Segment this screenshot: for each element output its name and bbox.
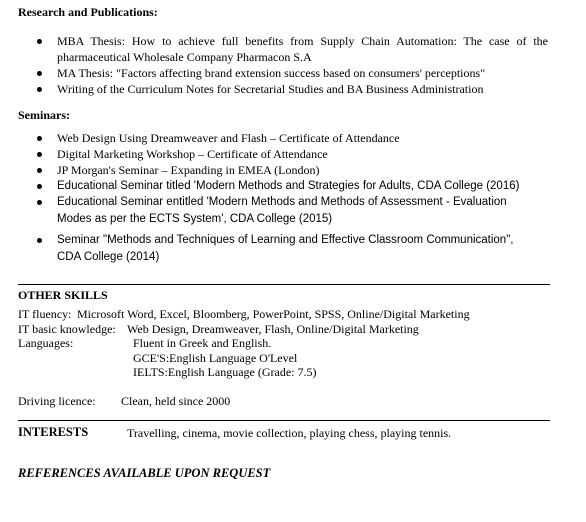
seminar-item-jp-morgan: JP Morgan's Seminar – Expanding in EMEA (London) [57, 163, 320, 177]
section-divider [18, 420, 550, 421]
it-fluency-label: IT fluency: [18, 307, 72, 321]
it-basic-value: Web Design, Dreamweaver, Flash, Online/Digital Marketing [127, 322, 419, 336]
driving-licence-label: Driving licence: [18, 394, 96, 408]
research-heading: Research and Publications: [18, 5, 158, 19]
seminar-item-digital-marketing: Digital Marketing Workshop – Certificate of Attendance [57, 147, 328, 161]
languages-label: Languages: [18, 336, 74, 350]
interests-heading: INTERESTS [18, 425, 89, 439]
seminar-item-assessment: Educational Seminar entitled 'Modern Methods and Methods of Assessment - Evaluation Modes as per the ECTS System', CDA College (2015) [57, 194, 527, 228]
language-item: IELTS:English Language (Grade: 7.5) [133, 365, 317, 379]
language-item: Fluent in Greek and English. [133, 336, 272, 350]
driving-licence-value: Clean, held since 2000 [121, 394, 231, 408]
language-item: GCE'S:English Language O'Level [133, 351, 298, 365]
section-divider [18, 284, 550, 285]
seminars-heading: Seminars: [18, 108, 70, 122]
it-basic-label: IT basic knowledge: [18, 322, 116, 336]
references-note: REFERENCES AVAILABLE UPON REQUEST [18, 466, 271, 480]
research-item-curriculum: Writing of the Curriculum Notes for Secretarial Studies and BA Business Administration [57, 82, 484, 96]
research-item-mba: MBA Thesis: How to achieve full benefits from Supply Chain Automation: The case of the pharmaceutical Wholesale Company Pharmacon S.A [57, 34, 548, 64]
other-skills-heading: OTHER SKILLS [18, 288, 108, 302]
it-fluency-value: Microsoft Word, Excel, Bloomberg, PowerPoint, SPSS, Online/Digital Marketing [77, 307, 470, 321]
seminar-item-classroom-communication: Seminar "Methods and Techniques of Learning and Effective Classroom Communication", CDA College (2014) [57, 232, 527, 266]
research-item-ma: MA Thesis: "Factors affecting brand extension success based on consumers' perceptions" [57, 66, 486, 80]
seminar-item-modern-methods-adults: Educational Seminar titled 'Modern Methods and Strategies for Adults, CDA College (2016) [57, 180, 520, 192]
interests-value: Travelling, cinema, movie collection, playing chess, playing tennis. [127, 426, 452, 440]
seminar-item-web-design: Web Design Using Dreamweaver and Flash – Certificate of Attendance [57, 131, 400, 145]
